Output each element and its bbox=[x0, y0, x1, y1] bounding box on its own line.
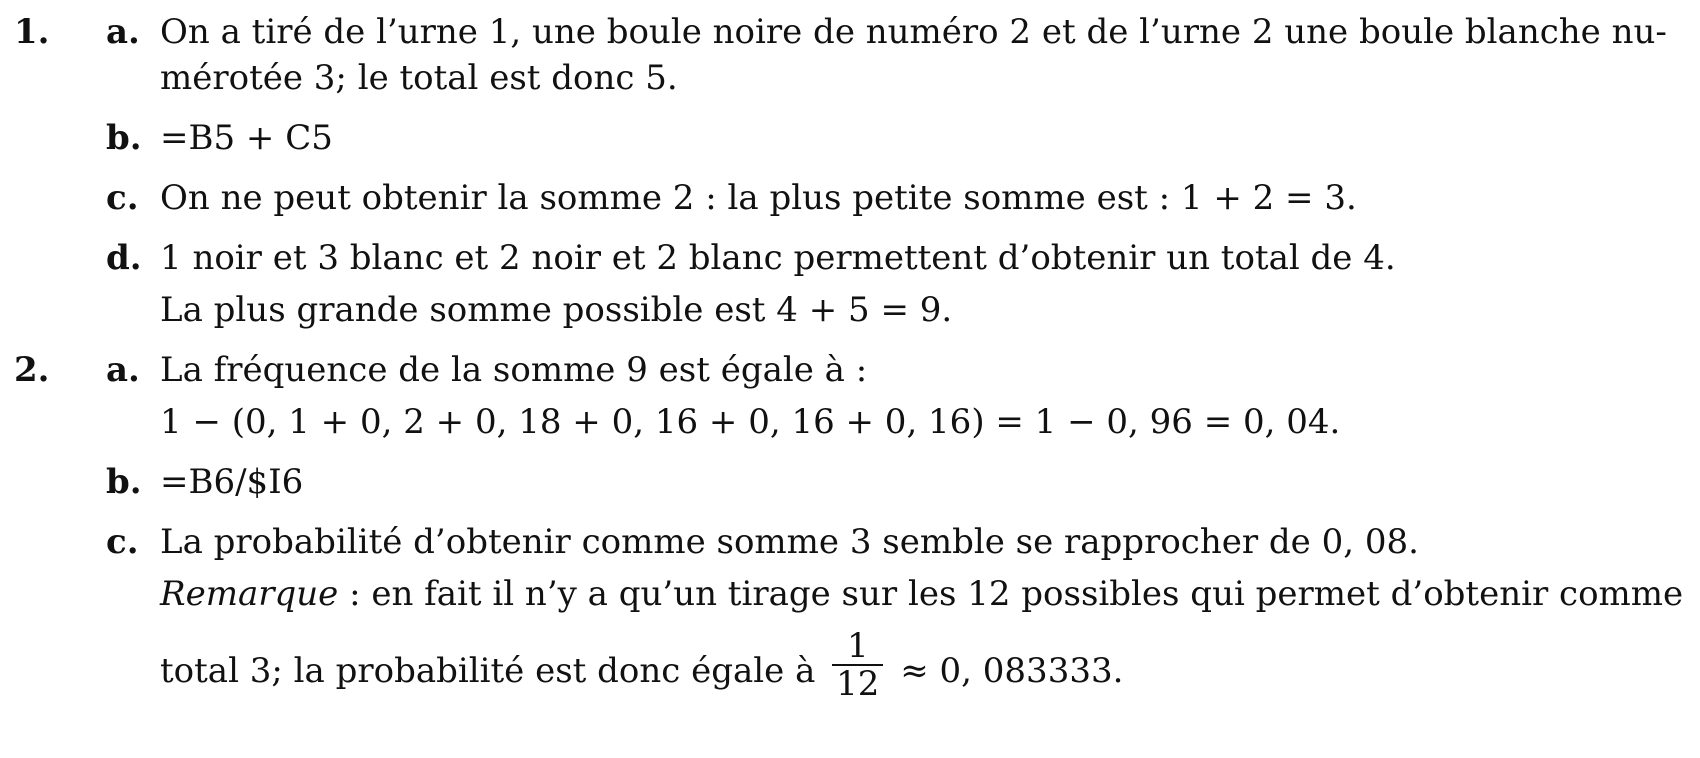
fraction-denominator: 12 bbox=[832, 664, 883, 702]
text-line: On a tiré de l’urne 1, une boule noire de numéro 2 et de l’urne 2 une boule blanche nu- bbox=[160, 12, 1667, 52]
remark-label: Remarque bbox=[160, 574, 339, 614]
text-line: =B5 + C5 bbox=[160, 118, 333, 158]
question-number: 1. bbox=[14, 12, 50, 52]
remark-last-line bbox=[160, 626, 1124, 710]
text-line: =B6/$I6 bbox=[160, 462, 304, 502]
part-label: b. bbox=[106, 118, 142, 158]
part-label: c. bbox=[106, 522, 139, 562]
formula-line: 1 − (0, 1 + 0, 2 + 0, 18 + 0, 16 + 0, 16 + 0, 16) = 1 − 0, 96 = 0, 04. bbox=[160, 402, 1341, 442]
remark-last-line-start: total 3; la probabilité est donc égale à bbox=[160, 651, 816, 691]
text-line: On ne peut obtenir la somme 2 : la plus petite somme est : 1 + 2 = 3. bbox=[160, 178, 1357, 218]
question-number: 2. bbox=[14, 350, 50, 390]
part-label: a. bbox=[106, 12, 140, 52]
text-line: 1 noir et 3 blanc et 2 noir et 2 blanc permettent d’obtenir un total de 4. bbox=[160, 238, 1396, 278]
remark-line bbox=[160, 574, 1683, 614]
part-label: c. bbox=[106, 178, 139, 218]
text-line: mérotée 3; le total est donc 5. bbox=[160, 58, 678, 98]
fraction bbox=[832, 628, 883, 702]
text-line: La probabilité d’obtenir comme somme 3 semble se rapprocher de 0, 08. bbox=[160, 522, 1419, 562]
part-label: d. bbox=[106, 238, 142, 278]
text-line: La fréquence de la somme 9 est égale à : bbox=[160, 350, 868, 390]
part-label: a. bbox=[106, 350, 140, 390]
text-line: La plus grande somme possible est 4 + 5 = 9. bbox=[160, 290, 953, 330]
fraction-numerator: 1 bbox=[846, 626, 869, 666]
part-label: b. bbox=[106, 462, 142, 502]
remark-text: : en fait il n’y a qu’un tirage sur les 12 possibles qui permet d’obtenir comme bbox=[338, 574, 1684, 614]
remark-last-line-end: ≈ 0, 083333. bbox=[900, 651, 1124, 691]
